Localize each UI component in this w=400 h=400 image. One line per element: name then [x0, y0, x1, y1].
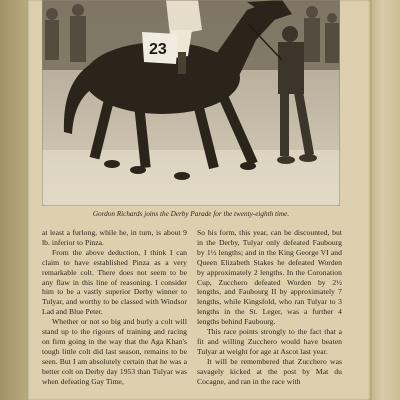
page-edge: [372, 0, 400, 400]
derby-parade-photo: [42, 0, 340, 206]
paragraph: at least a furlong, while he, in turn, is about 9 lb. inferior to Pinza.: [42, 228, 187, 247]
text-column-right: [197, 228, 342, 387]
paragraph: This race points strongly to the fact that a fit and willing Zucchero would have beaten Tulyar at weight for age at Ascot last year.: [197, 327, 342, 356]
paragraph: So his form, this year, can be discounted, but in the Derby, Tulyar only defeated Faubourg by 1½ lengths; and in the King George VI and Queen Elizabeth Stakes he defeated Worden by approximately 2 lengths. In the Coronation Cup, Zucchero defeated Worden by 2½ lengths, and Faubourg II by approximately 7 lengths, while Kingsfold, who ran Tulyar to 3 lengths in the St. Leger, was a further 4 lengths behind Faubourg.: [197, 228, 342, 327]
paragraph: Whether or not so big and burly a colt will stand up to the rigours of training and racing on firm going in the way that the Aga Khan's tough little colt did last season, remains to be seen. But I am absolutely certain that he was a better colt on Derby day 1953 than Tulyar was when defeating Gay Time,: [42, 317, 187, 386]
saddlecloth: [142, 32, 178, 64]
photo-caption: Gordon Richards joins the Derby Parade for the twenty-eighth time.: [92, 210, 290, 218]
text-column-left: [42, 228, 187, 387]
article-body: [42, 228, 342, 387]
saddlecloth-number: 23: [149, 41, 167, 58]
photo-illustration: [42, 0, 340, 206]
paragraph: From the above deduction, I think I can claim to have established Pinza as a very remarkable colt. There does not seem to be any flaw in this line of reasoning. I consider him to be a vastly superior Derby winner to Tulyar, and worthy to be classed with Windsor Lad and Blue Peter.: [42, 247, 187, 317]
paragraph: It will be remembered that Zucchero was savagely kicked at the post by Mat du Cocagne, and ran in the race with: [197, 356, 342, 386]
turf: [42, 150, 340, 206]
